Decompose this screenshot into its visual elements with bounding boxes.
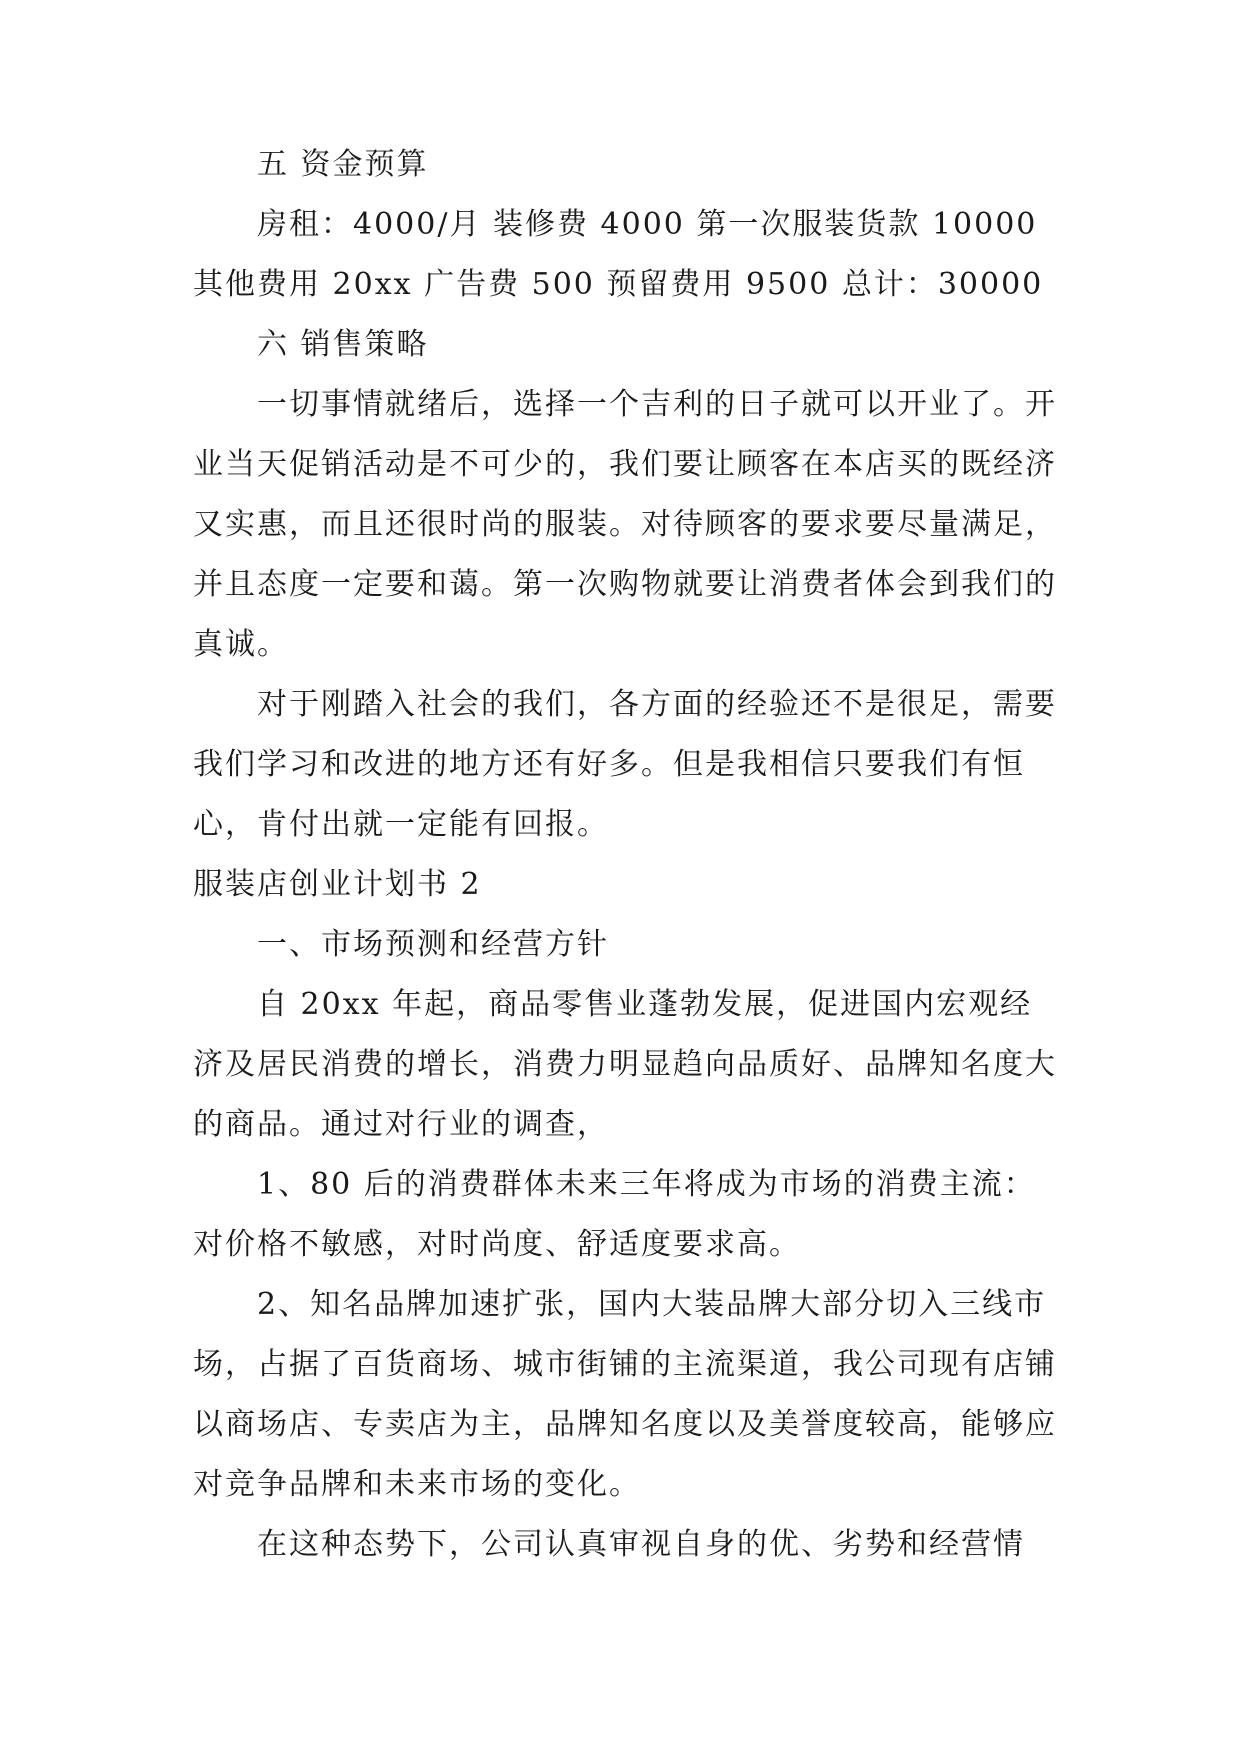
document-title-2: 服装店创业计划书 2 (193, 867, 482, 902)
paragraph-point-1: 1、80 后的消费群体未来三年将成为市场的消费主流：对价格不敏感，对时尚度、舒适度要求高。 (193, 1167, 1036, 1262)
paragraph-market-intro: 自 20xx 年起，商品零售业蓬勃发展，促进国内宏观经济及居民消费的增长，消费力明显趋向品质好、品牌知名度大的商品。通过对行业的调查， (193, 987, 1057, 1142)
paragraph-opening: 一切事情就绪后，选择一个吉利的日子就可以开业了。开业当天促销活动是不可少的，我们要让顾客在本店买的既经济又实惠，而且还很时尚的服装。对待顾客的要求要尽量满足，并且态度一定要和蔼。第一次购物就要让消费者体会到我们的真诚。 (193, 387, 1057, 662)
heading-sales-strategy: 六 销售策略 (257, 327, 429, 362)
heading-market-forecast: 一、市场预测和经营方针 (257, 927, 609, 962)
paragraph-experience: 对于刚踏入社会的我们，各方面的经验还不是很足，需要我们学习和改进的地方还有好多。但是我相信只要我们有恒心，肯付出就一定能有回报。 (193, 687, 1057, 842)
paragraph-situation: 在这种态势下，公司认真审视自身的优、劣势和经营情 (257, 1527, 1025, 1562)
paragraph-point-2: 2、知名品牌加速扩张，国内大装品牌大部分切入三线市场，占据了百货商场、城市街铺的主流渠道，我公司现有店铺以商场店、专卖店为主，品牌知名度以及美誉度较高，能够应对竞争品牌和未来市场的变化。 (193, 1287, 1057, 1502)
document-body (193, 135, 1063, 1575)
paragraph-budget-items: 房租：4000/月 装修费 4000 第一次服装货款 10000 其他费用 20xx 广告费 500 预留费用 9500 总计：30000 (193, 207, 1049, 302)
heading-fund-budget: 五 资金预算 (257, 147, 429, 182)
